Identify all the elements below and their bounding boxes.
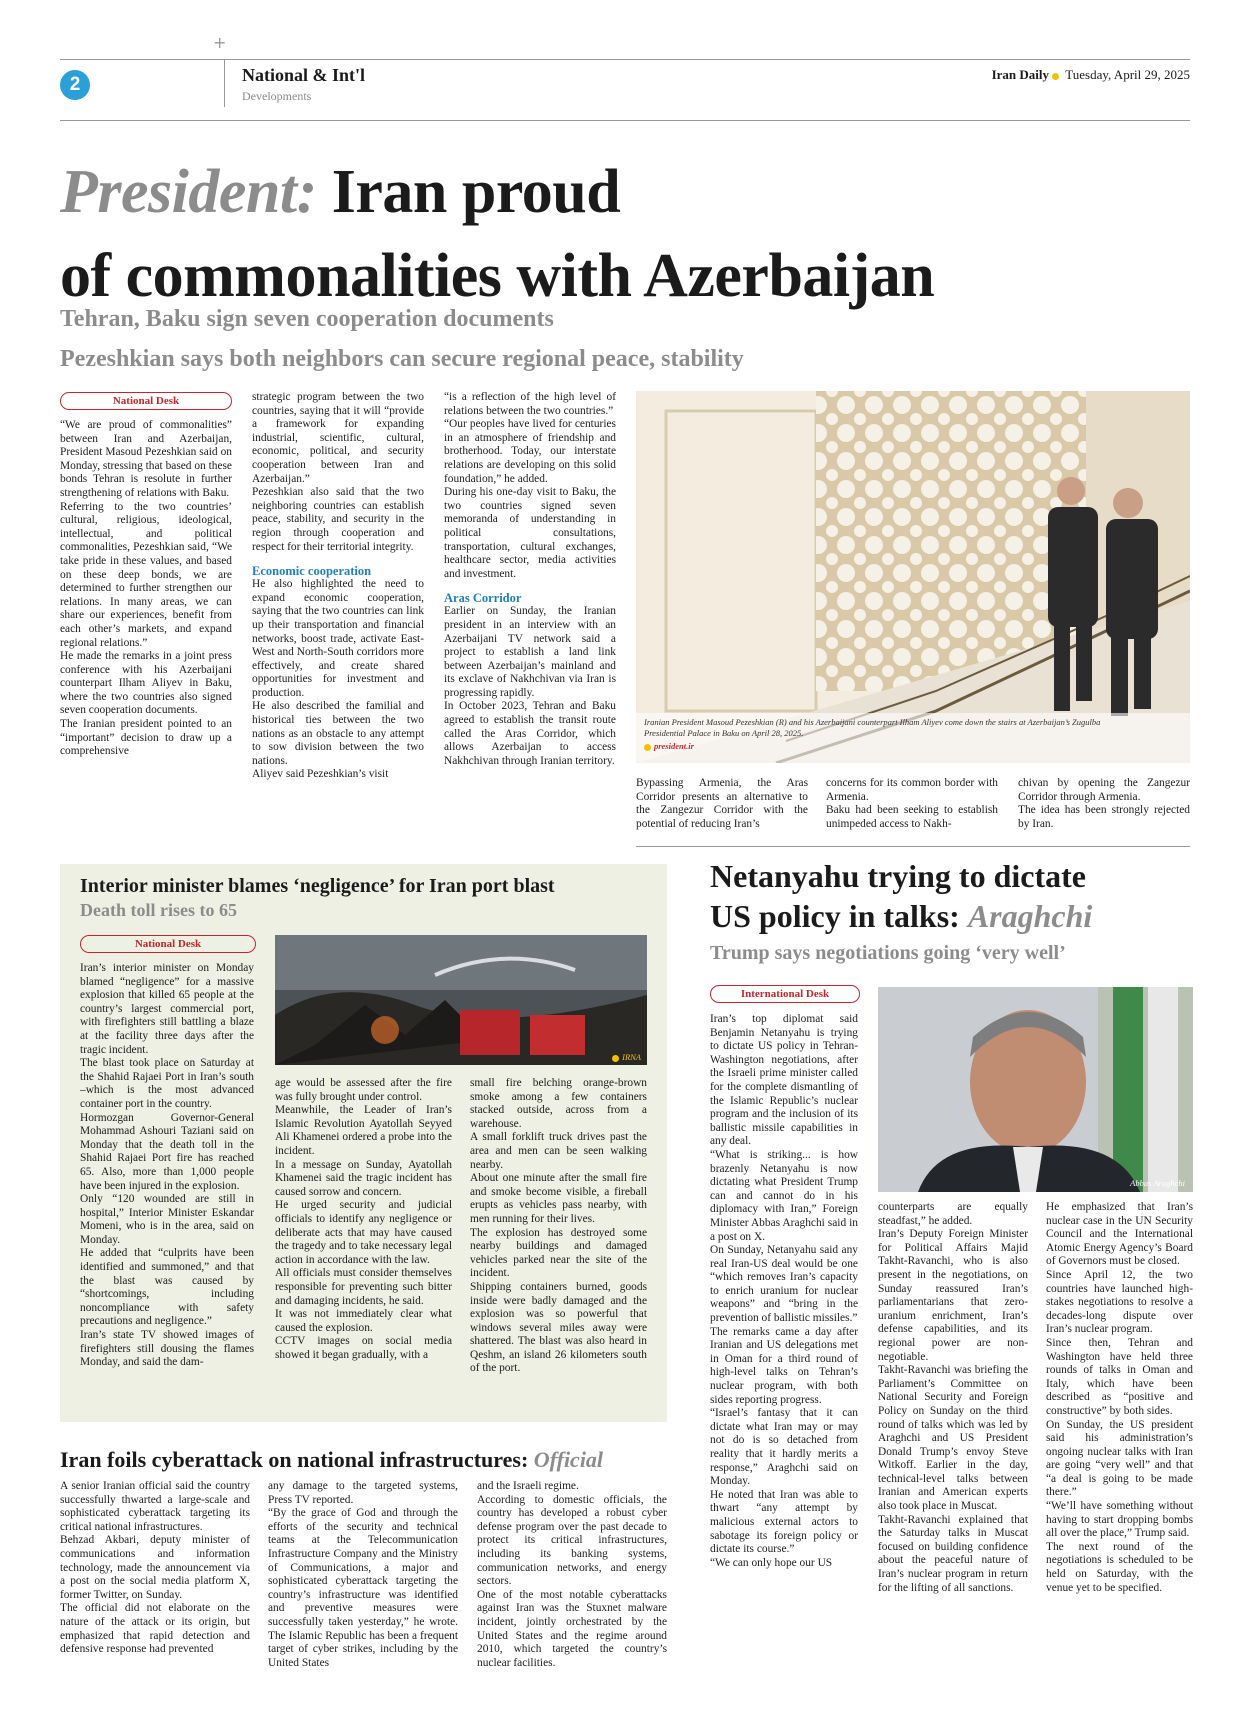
lead-deck-2: Pezeshkian says both neighbors can secure regional peace, stability: [60, 346, 744, 372]
masthead: [992, 67, 1190, 83]
header-top-rule: [60, 59, 1190, 60]
section-rule: [636, 846, 1190, 847]
presidents-on-stairs-image: [636, 391, 1190, 763]
cyber-column-3: and the Israeli regime. According to domestic officials, the country has developed a robust cyber defense program over the past decade to protect its critical infrastructures, including its banking systems, communication networks, and energy sectors. One of the most notable cyberattacks against Iran was the Stuxnet malware incident, jointly orchestrated by the United States and the regime around 2010, which targeted the country’s nuclear facilities.: [477, 1480, 667, 1669]
lead-desk-badge: National Desk: [60, 392, 232, 410]
credit-dot-icon: [644, 744, 651, 751]
cyber-headline: Iran foils cyberattack on national infrastructures: Official: [60, 1447, 604, 1472]
netanyahu-desk-badge: International Desk: [710, 985, 860, 1003]
araghchi-portrait-image: [878, 987, 1193, 1192]
blast-column-2: age would be assessed after the fire was fully brought under control. Meanwhile, the Leader of Iran’s Islamic Revolution Ayatollah Seyyed Ali Khamenei ordered a probe into the incident. In a message on Sunday, Ayatollah Khamenei said the tragic incident has caused sorrow and concern. He urged security and judicial officials to identify any negligence or deliberate acts that may have caused the tragedy and to take necessary legal action in accordance with the law. All officials must consider themselves responsible for preventing such bitter and damaging incidents, he said. It was not immediately clear what caused the explosion. CCTV images on social media showed it began gradually, with a: [275, 1077, 452, 1361]
cyber-kicker: Official: [533, 1447, 604, 1472]
blast-deck: Death toll rises to 65: [80, 900, 237, 920]
lead-headline: [60, 150, 1190, 318]
lead-column-4: Bypassing Armenia, the Aras Corridor presents an alternative to the Zangezur Corridor with the potential of reducing Iran’s: [636, 777, 808, 830]
page-number-badge: 2: [60, 70, 90, 100]
port-fire-image: [275, 935, 647, 1065]
publication-name: Iran Daily: [991, 67, 1050, 82]
lead-title-line2: of commonalities with Azerbaijan: [60, 242, 935, 310]
header-divider: [224, 60, 225, 107]
blast-column-1: Iran’s interior minister on Monday blamed “negligence” for a massive explosion that killed 65 people at the country’s largest commercial port, with firefighters still battling a blaze at the facility three days after the tragic incident. The blast took place on Saturday at the Shahid Rajaei Port in Iran’s south –which is the most advanced container port in the country. Hormozgan Governor-General Mohammad Ashouri Taziani said on Monday that the death toll in the Shahid Rajaei Port fire has reached 65. Also, more than 1,000 people have been injured in the explosion. Only “120 wounded are still in hospital,” Interior Minister Eskandar Momeni, who is in the area, said on Monday. He added that “culprits have been identified and summoned,” and that the blast was caused by “shortcomings, including noncompliance with safety precautions and negligence.” Iran’s state TV showed images of firefighters still dousing the flames Monday, and said the dam-: [80, 962, 254, 1369]
araghchi-photo-caption: Abbas Araghchi: [1130, 1178, 1185, 1188]
netanyahu-column-3: He emphasized that Iran’s nuclear case in the UN Security Council and the International Atomic Energy Agency’s Board of Governors must be closed. Since April 12, the two countries have launched high-stakes negotiations to resolve a decades-long dispute over Iran’s nuclear program. Since then, Tehran and Washington have held three rounds of talks in Oman and Italy, which have been described as “positive and constructive” by both sides. On Sunday, the US president said his administration’s ongoing nuclear talks with Iran are going “very well” and that “a deal is going to be made there.” “We’ll have something without having to start dropping bombs all over the place,” Trump said. The next round of the negotiations is scheduled to be held on Saturday, with the venue yet to be specified.: [1046, 1201, 1193, 1594]
netanyahu-column-2: counterparts are equally steadfast,” he added. Iran’s Deputy Foreign Minister for Political Affairs Majid Takht-Ravanchi, who is also present in the negotiations, on Sunday reassured Iran’s parliamentarians that zero-uranium enrichment, Iran’s defense capabilities, and its regional power are non-negotiable. Takht-Ravanchi was briefing the Parliament’s Committee on National Security and Foreign Policy on Sunday on the third round of talks which was led by Araghchi and US President Donald Trump’s envoy Steve Witkoff. Earlier in the day, technical-level talks between Iranian and American experts also took place in Muscat. Takht-Ravanchi explained that the Saturday talks in Muscat focused on building confidence about the peaceful nature of Iran’s nuclear program in return for the lifting of all sanctions.: [878, 1201, 1028, 1594]
lead-column-1: “We are proud of commonalities” between Iran and Azerbaijan, President Masoud Pezeshkian said on Monday, stressing that based on these bonds Tehran is resolute in further strengthening of relations with Baku. Referring to the two countries’ cultural, religious, ideological, intellectual, and political commonalities, Pezeshkian said, “We take pride in these values, and based on these deep bonds, we are determined to further strengthen our relations. In many areas, we can share our experiences, benefit from each other’s markets, and expand regional relations.” He made the remarks in a joint press conference with his Azerbaijani counterpart Ilham Aliyev in Baku, where the two countries also signed seven cooperation documents. The Iranian president pointed to an “important” decision to draw up a comprehensive: [60, 419, 232, 758]
araghchi-photo: [878, 987, 1193, 1192]
lead-photo: [636, 391, 1190, 763]
subsection-title: Developments: [242, 89, 312, 103]
lead-photo-credit: president.ir: [644, 741, 694, 751]
plus-mark-icon: +: [213, 33, 227, 52]
lead-column-6: chivan by opening the Zangezur Corridor through Armenia. The idea has been strongly rejected by Iran.: [1018, 777, 1190, 830]
yellow-dot-icon: [1052, 73, 1059, 80]
netanyahu-column-1: Iran’s top diplomat said Benjamin Netanyahu is trying to dictate US policy in Tehran-Washington negotiations, after the Israeli prime minister called for the complete dismantling of the Islamic Republic’s nuclear program and the inclusion of its ballistic missile capabilities in any deal. “What is striking... is how brazenly Netanyahu is now dictating what President Trump can and cannot do in his diplomacy with Iran,” Foreign Minister Abbas Araghchi said in a post on X. On Sunday, Netanyahu said any real Iran-US deal would be one “which removes Iran’s capacity to enrich uranium for nuclear weapons” and “bring in the prevention of ballistic missiles.” The remarks came a day after Iranian and US delegations met in Oman for a third round of high-level talks on Tehran’s nuclear program, with both sides reporting progress. “Israel’s fantasy that it can dictate what Iran may or may not do is so detached from reality that it hardly merits a response,” Araghchi said on Monday. He noted that Iran was able to thwart “any attempt by malicious external actors to sabotage its foreign policy or dictate its course.” “We can only hope our US: [710, 1013, 858, 1569]
netanyahu-deck: Trump says negotiations going ‘very well’: [710, 942, 1066, 964]
blast-headline: Interior minister blames ‘negligence’ for Iran port blast: [80, 875, 555, 897]
lead-column-3: “is a reflection of the high level of relations between the two countries.” “Our peoples have lived for centuries in an atmosphere of friendship and brotherhood. Today, our interstate relations are developing on this solid foundation,” he added. During his one-day visit to Baku, the two countries signed seven memoranda of understanding in political consultations, transportation, cultural exchanges, healthcare sector, media activities and investment. Aras Corridor Earlier on Sunday, the Iranian president in an interview with an Azerbaijani TV network said a project to establish a land link between Azerbaijan’s mainland and its exclave of Nakhchivan via Iran is progressing rapidly. In October 2023, Tehran and Baku agreed to establish the transit route called the Aras Corridor, which allows Azerbaijan to access Nakhchivan through Iranian territory.: [444, 391, 616, 767]
subhead-economic-cooperation: Economic cooperation: [252, 564, 372, 579]
lead-column-2: strategic program between the two countries, saying that it will “provide a framework for expanding industrial, scientific, cultural, economic, political, and security cooperation between Iran and Azerbaijan.” Pezeshkian also said that the two neighboring countries can establish peace, stability, and security in the region through cooperation and respect for their territorial integrity. Economic cooperation He also highlighted the need to expand economic cooperation, saying that the two countries can link up their transportation and financial networks, boost trade, activate East-West and North-South corridors more effectively, and create shared opportunities for investment and production. He also described the familial and historical ties between the two nations as an obstacle to any attempt to sow division between the two nations. Aliyev said Pezeshkian’s visit: [252, 391, 424, 781]
blast-desk-badge: National Desk: [80, 935, 256, 953]
cyber-column-2: any damage to the targeted systems, Press TV reported. “By the grace of God and through the efforts of the security and technical teams at the Telecommunication Infrastructure Company and the Ministry of Communications, a major and sophisticated cyberattack targeting the country’s infrastructure was identified and preventive measures were successfully taken yesterday,” he wrote. The Islamic Republic has been a frequent target of cyber strikes, including by the United States: [268, 1480, 458, 1669]
cyber-column-1: A senior Iranian official said the country successfully thwarted a large-scale and sophisticated cyberattack targeting its critical national infrastructures. Behzad Akbari, deputy minister of communications and information technology, made the announcement via a post on the social media platform X, former Twitter, on Sunday. The official did not elaborate on the nature of the attack or its origin, but emphasized that rapid detection and defensive response had prevented: [60, 1480, 250, 1656]
issue-date: Tuesday, April 29, 2025: [1065, 67, 1190, 82]
credit-dot-icon: [612, 1055, 619, 1062]
lead-title-line1: Iran proud: [331, 158, 621, 226]
blast-photo: [275, 935, 647, 1065]
blast-column-3: small fire belching orange-brown smoke among a few containers stacked outside, across from a warehouse. A small forklift truck drives past the area and men can be seen walking nearby. About one minute after the small fire and smoke become visible, a fireball erupts as vehicles pass nearby, with men running for their lives. The explosion has destroyed some nearby buildings and damaged vehicles parked near the site of the incident. Shipping containers burned, goods inside were badly damaged and the explosion was so powerful that windows several miles away were shattered. The blast was also heard in Qeshm, an island 26 kilometers south of the port.: [470, 1077, 647, 1375]
lead-photo-caption: Iranian President Masoud Pezeshkian (R) and his Azerbaijani counterpart Ilham Aliyev come down the stairs at Azerbaijan’s Zugulba Presidential Palace in Baku on April 28, 2025.: [644, 717, 1101, 738]
netanyahu-headline: Netanyahu trying to dictate US policy in talks: Araghchi: [710, 858, 1093, 934]
header-bottom-rule: [60, 120, 1190, 121]
lead-kicker: President:: [60, 158, 317, 226]
lead-deck-1: Tehran, Baku sign seven cooperation documents: [60, 306, 554, 332]
subhead-aras-corridor: Aras Corridor: [444, 591, 522, 606]
blast-photo-credit: IRNA: [612, 1052, 641, 1062]
lead-column-5: concerns for its common border with Armenia. Baku had been seeking to establish unimpeded access to Nakh-: [826, 777, 998, 830]
netanyahu-kicker: Araghchi: [967, 898, 1093, 934]
section-title: National & Int'l: [242, 65, 366, 85]
